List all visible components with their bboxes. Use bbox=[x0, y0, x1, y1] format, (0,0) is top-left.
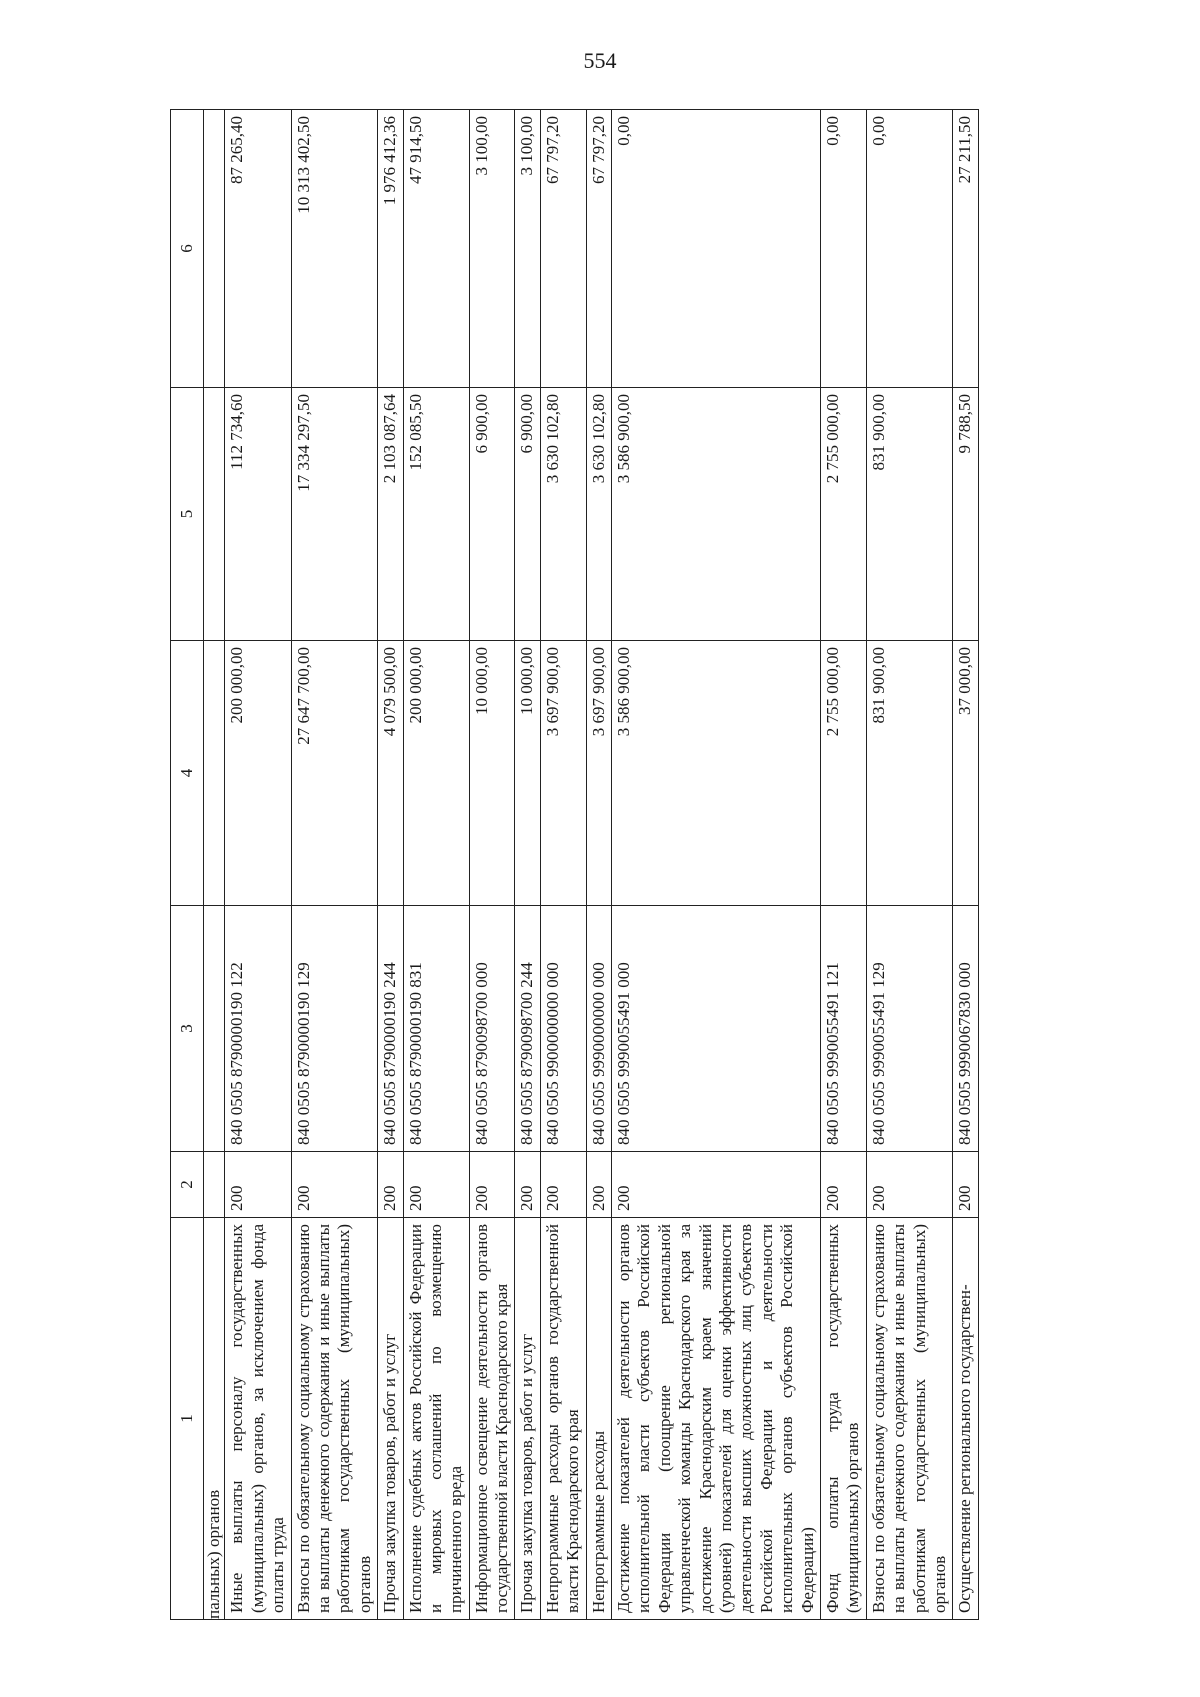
row-code: 840 0505 8790000190 244 bbox=[378, 906, 403, 1152]
row-rest: 67 797,20 bbox=[540, 110, 586, 388]
row-plan: 10 000,00 bbox=[469, 641, 515, 906]
row-code: 840 0505 9990067830 000 bbox=[953, 906, 978, 1152]
row-name: Прочая закупка товаров, работ и услуг bbox=[515, 1218, 540, 1620]
row-rest: 10 313 402,50 bbox=[291, 110, 378, 388]
table-row bbox=[586, 110, 611, 1620]
row-name: Непрограммные расходы органов государственной власти Краснодарского края bbox=[540, 1218, 586, 1620]
row-name: Прочая закупка товаров, работ и услуг bbox=[378, 1218, 403, 1620]
row-status: 200 bbox=[612, 1152, 821, 1218]
column-header-4: 4 bbox=[171, 641, 204, 906]
row-status: 200 bbox=[953, 1152, 978, 1218]
table-row bbox=[540, 110, 586, 1620]
column-header-1: 1 bbox=[171, 1218, 204, 1620]
row-fact: 3 630 102,80 bbox=[586, 388, 611, 641]
row-plan: 200 000,00 bbox=[403, 641, 469, 906]
row-fact: 17 334 297,50 bbox=[291, 388, 378, 641]
row-rest: 0,00 bbox=[820, 110, 866, 388]
table-row bbox=[291, 110, 378, 1620]
table-row bbox=[866, 110, 953, 1620]
row-status: 200 bbox=[378, 1152, 403, 1218]
row-name: Взносы по обязательному социальному страхованию на выплаты денежного содержания и иные выплаты работникам государственных (муниципальных) органов bbox=[866, 1218, 953, 1620]
page-number: 554 bbox=[583, 48, 617, 73]
row-plan bbox=[204, 641, 225, 906]
row-fact: 6 900,00 bbox=[515, 388, 540, 641]
row-plan: 3 697 900,00 bbox=[586, 641, 611, 906]
row-rest: 3 100,00 bbox=[469, 110, 515, 388]
row-status: 200 bbox=[291, 1152, 378, 1218]
row-status: 200 bbox=[469, 1152, 515, 1218]
table-row bbox=[515, 110, 540, 1620]
row-rest: 67 797,20 bbox=[586, 110, 611, 388]
row-fact bbox=[204, 388, 225, 641]
row-code: 840 0505 8790000190 122 bbox=[225, 906, 291, 1152]
row-rest: 1 976 412,36 bbox=[378, 110, 403, 388]
table-row bbox=[469, 110, 515, 1620]
row-status: 200 bbox=[225, 1152, 291, 1218]
row-plan: 3 586 900,00 bbox=[612, 641, 821, 906]
row-plan: 2 755 000,00 bbox=[820, 641, 866, 906]
column-header-6: 6 bbox=[171, 110, 204, 388]
row-fact: 9 788,50 bbox=[953, 388, 978, 641]
row-rest bbox=[204, 110, 225, 388]
row-rest: 47 914,50 bbox=[403, 110, 469, 388]
row-fact: 2 103 087,64 bbox=[378, 388, 403, 641]
row-name: Исполнение судебных актов Российской Федерации и мировых соглашений по возмещению причиненного вреда bbox=[403, 1218, 469, 1620]
row-name: Достижение показателей деятельности органов исполнительной власти субъектов Российской Федерации (поощрение региональной управленческой команды Краснодарского края за достижение Краснодарским краем значений (уровней) показателей для оценки эффективности деятельности высших должностных лиц субъектов Российской Федерации и деятельности исполнительных органов субъектов Российской Федерации) bbox=[612, 1218, 821, 1620]
row-status bbox=[204, 1152, 225, 1218]
column-header-5: 5 bbox=[171, 388, 204, 641]
row-code: 840 0505 9990055491 129 bbox=[866, 906, 953, 1152]
row-status: 200 bbox=[540, 1152, 586, 1218]
row-plan: 37 000,00 bbox=[953, 641, 978, 906]
row-fact: 6 900,00 bbox=[469, 388, 515, 641]
row-name: Непрограммные расходы bbox=[586, 1218, 611, 1620]
row-rest: 0,00 bbox=[866, 110, 953, 388]
row-name: Иные выплаты персоналу государственных (муниципальных) органов, за исключением фонда оплаты труда bbox=[225, 1218, 291, 1620]
row-name: пальных) органов bbox=[204, 1218, 225, 1620]
table-row bbox=[820, 110, 866, 1620]
row-plan: 831 900,00 bbox=[866, 641, 953, 906]
row-name: Осуществление регионального государствен- bbox=[953, 1218, 978, 1620]
row-status: 200 bbox=[820, 1152, 866, 1218]
row-code: 840 0505 8790098700 000 bbox=[469, 906, 515, 1152]
row-code bbox=[204, 906, 225, 1152]
row-fact: 3 586 900,00 bbox=[612, 388, 821, 641]
budget-execution-table bbox=[170, 109, 979, 1620]
table-row bbox=[953, 110, 978, 1620]
row-name: Фонд оплаты труда государственных (муниципальных) органов bbox=[820, 1218, 866, 1620]
row-code: 840 0505 9990055491 000 bbox=[612, 906, 821, 1152]
table-row bbox=[378, 110, 403, 1620]
row-fact: 152 085,50 bbox=[403, 388, 469, 641]
row-plan: 4 079 500,00 bbox=[378, 641, 403, 906]
table-row bbox=[403, 110, 469, 1620]
row-status: 200 bbox=[403, 1152, 469, 1218]
table-row bbox=[204, 110, 225, 1620]
table-row bbox=[612, 110, 821, 1620]
row-plan: 10 000,00 bbox=[515, 641, 540, 906]
row-code: 840 0505 8790098700 244 bbox=[515, 906, 540, 1152]
row-name: Взносы по обязательному социальному страхованию на выплаты денежного содержания и иные выплаты работникам государственных (муниципальных) органов bbox=[291, 1218, 378, 1620]
column-header-2: 2 bbox=[171, 1152, 204, 1218]
row-rest: 87 265,40 bbox=[225, 110, 291, 388]
row-code: 840 0505 9990000000 000 bbox=[586, 906, 611, 1152]
row-code: 840 0505 9990055491 121 bbox=[820, 906, 866, 1152]
row-name: Информационное освещение деятельности органов государственной власти Краснодарского края bbox=[469, 1218, 515, 1620]
header-row bbox=[171, 110, 204, 1620]
row-fact: 831 900,00 bbox=[866, 388, 953, 641]
budget-table-frame bbox=[170, 110, 1200, 1620]
table-row bbox=[225, 110, 291, 1620]
row-fact: 3 630 102,80 bbox=[540, 388, 586, 641]
row-plan: 27 647 700,00 bbox=[291, 641, 378, 906]
column-header-3: 3 bbox=[171, 906, 204, 1152]
row-code: 840 0505 8790000190 831 bbox=[403, 906, 469, 1152]
row-rest: 0,00 bbox=[612, 110, 821, 388]
row-status: 200 bbox=[866, 1152, 953, 1218]
row-rest: 27 211,50 bbox=[953, 110, 978, 388]
row-status: 200 bbox=[586, 1152, 611, 1218]
row-rest: 3 100,00 bbox=[515, 110, 540, 388]
row-status: 200 bbox=[515, 1152, 540, 1218]
row-plan: 3 697 900,00 bbox=[540, 641, 586, 906]
row-plan: 200 000,00 bbox=[225, 641, 291, 906]
row-code: 840 0505 8790000190 129 bbox=[291, 906, 378, 1152]
rotated-table-container bbox=[170, 110, 1200, 1620]
row-fact: 112 734,60 bbox=[225, 388, 291, 641]
row-fact: 2 755 000,00 bbox=[820, 388, 866, 641]
row-code: 840 0505 9900000000 000 bbox=[540, 906, 586, 1152]
